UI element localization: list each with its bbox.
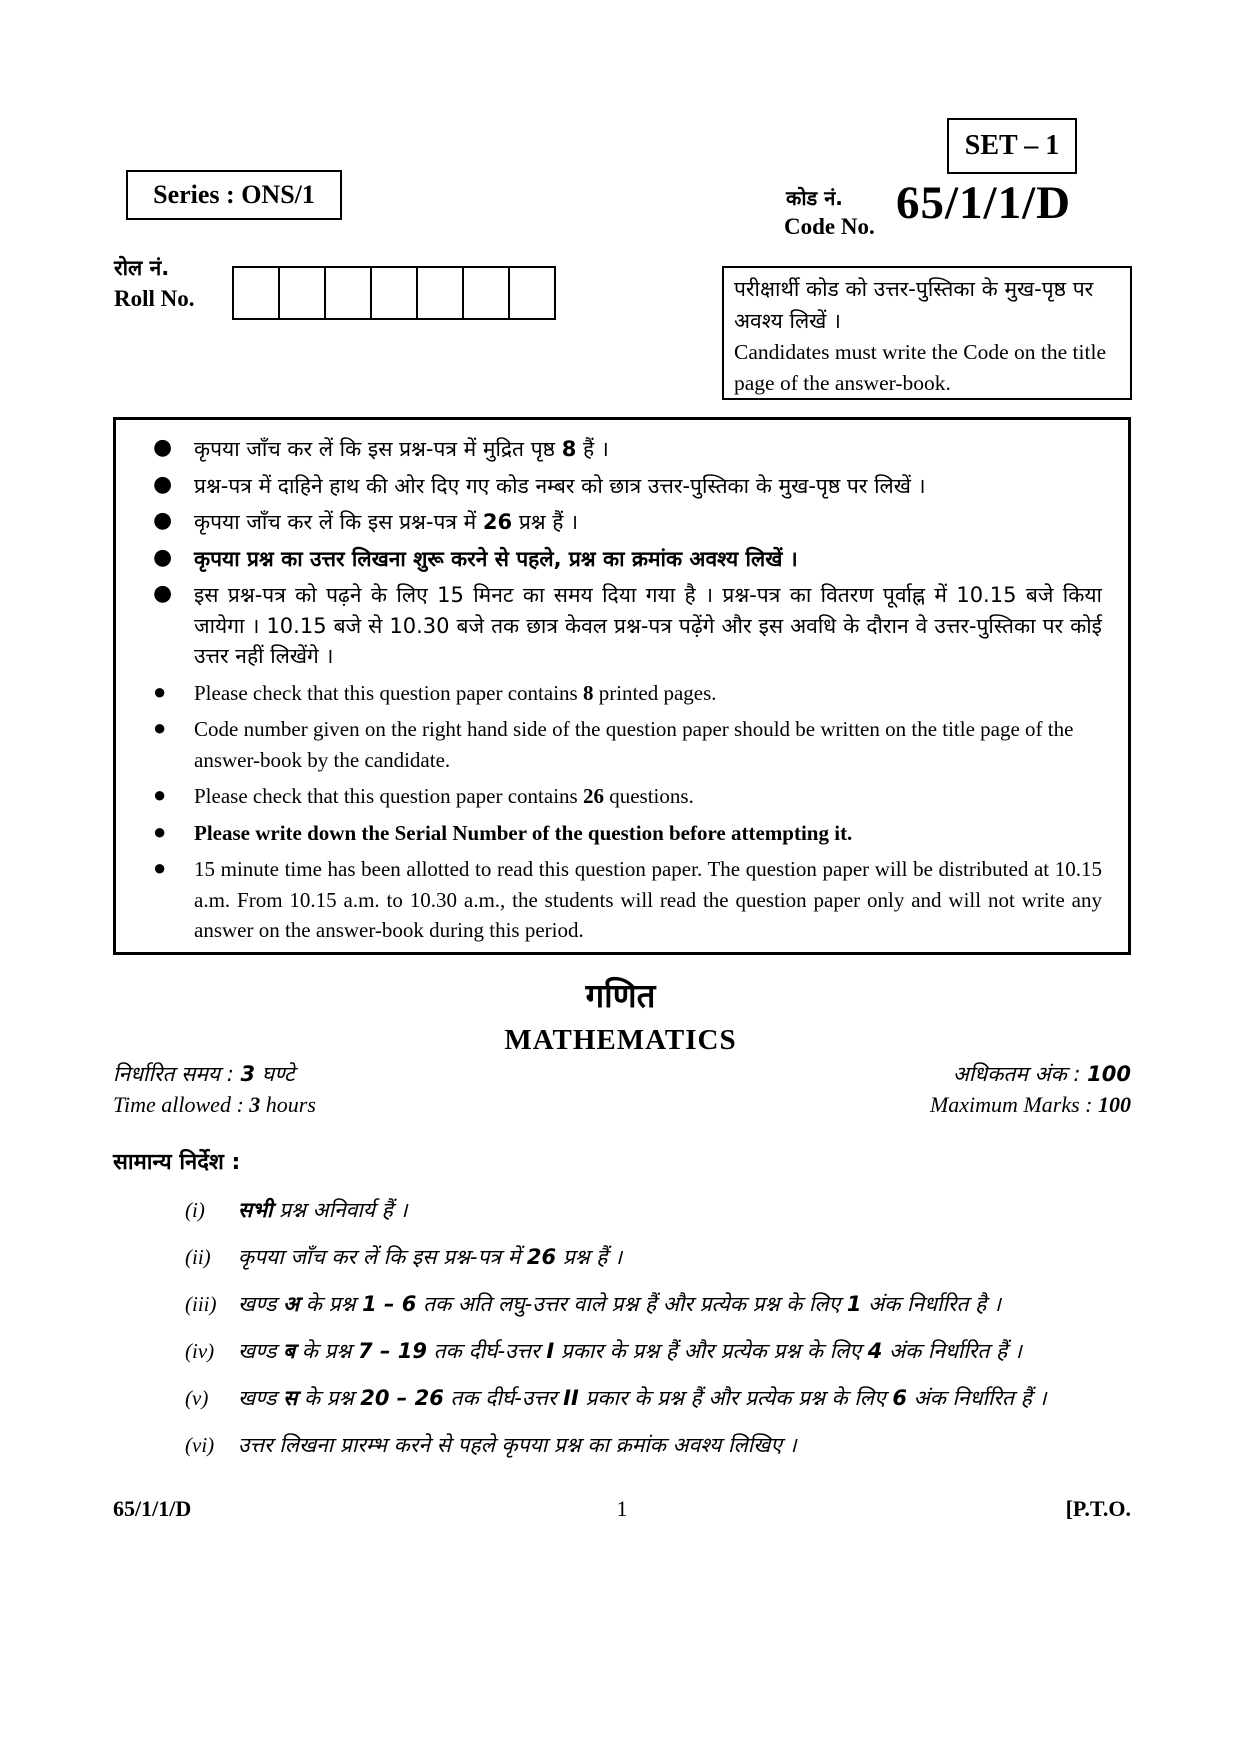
instruction-text: कृपया जाँच कर लें कि इस प्रश्न-पत्र में 26 प्रश्न हैं । <box>238 1245 623 1269</box>
code-label-hindi: कोड नं. <box>786 186 843 210</box>
bullet-text: Please write down the Serial Number of the question before attempting it. <box>194 820 853 845</box>
notice-bullet <box>116 678 1102 709</box>
general-instruction-item <box>185 1288 1131 1320</box>
notice-bullet <box>116 471 1102 502</box>
general-instruction-item <box>185 1335 1131 1367</box>
roll-digit-cell[interactable] <box>370 266 418 320</box>
general-instruction-item <box>185 1382 1131 1414</box>
bullet-text: Please check that this question paper contains 26 questions. <box>194 784 694 808</box>
instruction-number: (i) <box>185 1198 205 1222</box>
notice-bullet <box>116 580 1102 672</box>
subject-title-english: MATHEMATICS <box>504 1024 737 1056</box>
roll-label-english: Roll No. <box>114 286 195 311</box>
bullet-text: कृपया जाँच कर लें कि इस प्रश्न-पत्र में मुद्रित पृष्ठ 8 हैं । <box>194 437 609 461</box>
general-instruction-item <box>185 1194 1131 1226</box>
bullet-dot-icon: ● <box>153 508 173 533</box>
code-instruction-hindi: परीक्षार्थी कोड को उत्तर-पुस्तिका के मुख-पृष्ठ पर अवश्य लिखें । <box>734 277 1094 333</box>
instruction-text: खण्ड स के प्रश्न 20 – 26 तक दीर्घ-उत्तर II प्रकार के प्रश्न हैं और प्रत्येक प्रश्न के लिए 6 अंक निर्धारित हैं । <box>238 1386 1047 1410</box>
notice-bullet <box>116 507 1102 538</box>
roll-number-boxes <box>232 266 556 320</box>
instruction-text: खण्ड अ के प्रश्न 1 – 6 तक अति लघु-उत्तर वाले प्रश्न हैं और प्रत्येक प्रश्न के लिए 1 अंक निर्धारित है । <box>238 1292 1001 1316</box>
notice-bullet-list <box>116 434 1102 946</box>
series-box <box>126 170 342 220</box>
set-number-label: SET – 1 <box>964 130 1060 161</box>
bullet-text: कृपया प्रश्न का उत्तर लिखना शुरू करने से पहले, प्रश्न का क्रमांक अवश्य लिखें । <box>194 546 798 571</box>
instruction-text: खण्ड ब के प्रश्न 7 – 19 तक दीर्घ-उत्तर I प्रकार के प्रश्न हैं और प्रत्येक प्रश्न के लिए 4 अंक निर्धारित हैं । <box>238 1339 1022 1363</box>
instruction-text: सभी प्रश्न अनिवार्य हैं । <box>238 1198 408 1222</box>
general-instruction-item <box>185 1241 1131 1273</box>
notice-bullet <box>116 544 1102 575</box>
instruction-number: (iv) <box>185 1339 215 1363</box>
footer-page-number: 1 <box>616 1496 628 1521</box>
bullet-dot-icon: ● <box>153 581 173 606</box>
bullet-text: इस प्रश्न-पत्र को पढ़ने के लिए 15 मिनट का समय दिया गया है । प्रश्न-पत्र का वितरण पूर्वाह्न में 10.15 बजे किया जायेगा । 10.15 बजे से 10.30 बजे तक छात्र केवल प्रश्न-पत्र पढ़ेंगे और इस अवधि के दौरान वे उत्तर-पुस्तिका पर कोई उत्तर नहीं लिखेंगे । <box>194 583 1102 668</box>
series-label: Series : ONS/1 <box>153 180 315 209</box>
general-notice-box <box>113 417 1131 955</box>
notice-bullet <box>116 714 1102 775</box>
maximum-marks-hindi: अधिकतम अंक : 100 <box>952 1062 1131 1086</box>
notice-bullet <box>116 781 1102 812</box>
footer-code-number: 65/1/1/D <box>113 1496 192 1521</box>
code-instruction-english: Candidates must write the Code on the title page of the answer-book. <box>734 340 1106 395</box>
meta-row-hindi <box>113 1060 1131 1088</box>
notice-bullet <box>116 434 1102 465</box>
roll-digit-cell[interactable] <box>278 266 326 320</box>
bullet-dot-icon: ● <box>153 471 173 497</box>
roll-digit-cell[interactable] <box>324 266 372 320</box>
bullet-dot-icon: ● <box>153 782 167 807</box>
bullet-dot-icon: ● <box>153 678 167 704</box>
maximum-marks-english: Maximum Marks : 100 <box>929 1092 1131 1117</box>
subject-title-hindi: गणित <box>585 976 656 1015</box>
roll-digit-cell[interactable] <box>232 266 280 320</box>
instruction-number: (iii) <box>185 1292 217 1316</box>
general-instructions-heading: सामान्य निर्देश : <box>113 1150 241 1175</box>
meta-row-english <box>113 1092 1131 1118</box>
bullet-dot-icon: ● <box>153 435 173 460</box>
general-instructions-list <box>185 1194 1131 1476</box>
bullet-text: 15 minute time has been allotted to read this question paper. The question paper will be distributed at 10.15 a.m. From 10.15 a.m. to 10.30 a.m., the students will read the question paper only and will not write any answer on the answer-book during this period. <box>194 857 1102 942</box>
code-label-english: Code No. <box>784 214 875 239</box>
footer-pto-label: [P.T.O. <box>1065 1496 1131 1521</box>
code-number-value: 65/1/1/D <box>896 177 1072 229</box>
instruction-number: (v) <box>185 1386 209 1410</box>
general-instruction-item <box>185 1429 1131 1461</box>
time-allowed-hindi: निर्धारित समय : 3 घण्टे <box>113 1062 295 1086</box>
roll-label-hindi: रोल नं. <box>114 256 170 280</box>
notice-bullet <box>116 854 1102 946</box>
code-instruction-box <box>722 266 1132 400</box>
bullet-dot-icon: ● <box>153 544 173 570</box>
bullet-text: Please check that this question paper contains 8 printed pages. <box>194 680 717 705</box>
notice-bullet <box>116 818 1102 849</box>
bullet-dot-icon: ● <box>153 855 167 880</box>
page-footer <box>113 1496 1131 1522</box>
roll-digit-cell[interactable] <box>462 266 510 320</box>
instruction-text: उत्तर लिखना प्रारम्भ करने से पहले कृपया प्रश्न का क्रमांक अवश्य लिखिए । <box>238 1433 797 1457</box>
instruction-number: (vi) <box>185 1433 215 1457</box>
bullet-text: Code number given on the right hand side of the question paper should be written on the title page of the answer-book by the candidate. <box>194 717 1074 772</box>
set-number-box <box>947 118 1077 174</box>
time-allowed-english: Time allowed : 3 hours <box>113 1092 316 1117</box>
instruction-number: (ii) <box>185 1245 211 1269</box>
roll-digit-cell[interactable] <box>416 266 464 320</box>
bullet-text: प्रश्न-पत्र में दाहिने हाथ की ओर दिए गए कोड नम्बर को छात्र उत्तर-पुस्तिका के मुख-पृष्ठ पर लिखें । <box>194 473 926 498</box>
bullet-dot-icon: ● <box>153 715 167 740</box>
bullet-dot-icon: ● <box>153 818 167 844</box>
bullet-text: कृपया जाँच कर लें कि इस प्रश्न-पत्र में 26 प्रश्न हैं । <box>194 510 579 534</box>
roll-digit-cell[interactable] <box>508 266 556 320</box>
